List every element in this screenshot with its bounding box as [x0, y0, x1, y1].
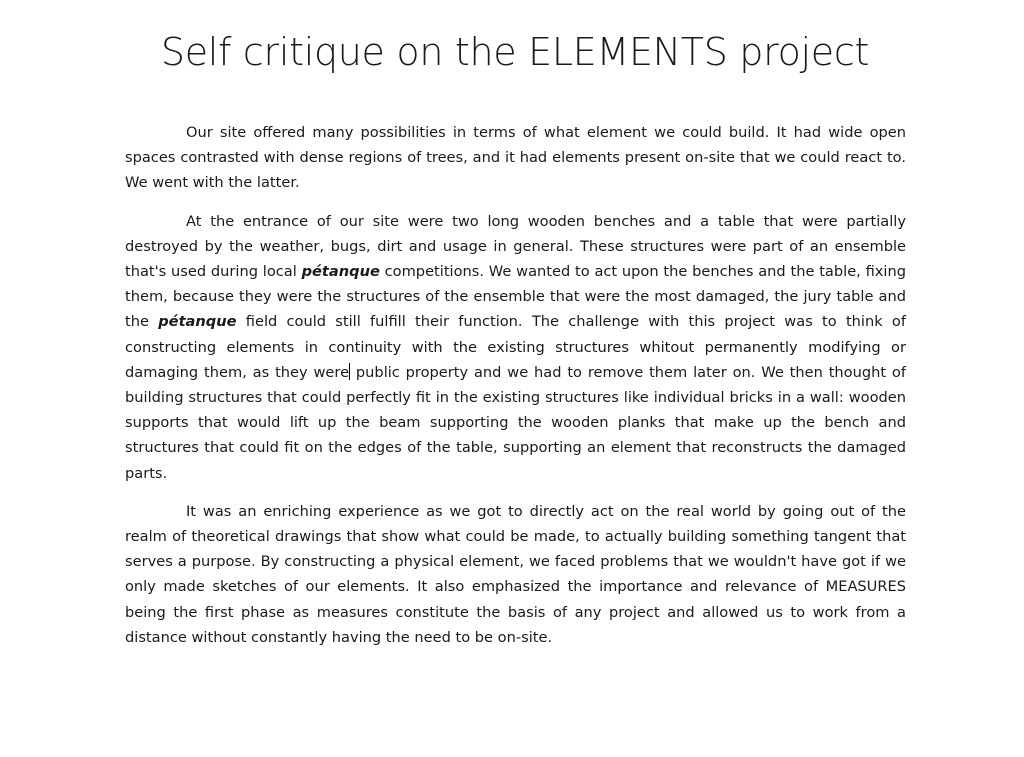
- paragraph-2[interactable]: [125, 209, 906, 486]
- paragraph-2-text-part-1: At the entrance of our site were two long wooden benches and a table that were partially destroyed by the weather, bugs, dirt and usage in general. These structures were part of an ensemble that's used during local: [125, 212, 906, 281]
- document-title: Self critique on the ELEMENTS project: [160, 30, 870, 74]
- paragraph-2-text-part-4: public property and we had to remove them later on. We then thought of building structures that could perfectly fit in the existing structures like individual bricks in a wall: wooden supports that would lift up the beam supporting the wooden planks that make up the bench and structures that could fit on the edges of the table, supporting an element that reconstructs the damaged parts.: [125, 363, 907, 482]
- paragraph-2-italic-petanque-1: pétanque: [301, 263, 380, 281]
- document-body[interactable]: [125, 120, 906, 663]
- paragraph-1[interactable]: Our site offered many possibilities in terms of what element we could build. It had wide open spaces contrasted with dense regions of trees, and it had elements present on-site that we could react to. We went with the latter.: [125, 124, 906, 192]
- paragraph-2-italic-petanque-2: pétanque: [158, 313, 237, 331]
- paragraph-3[interactable]: It was an enriching experience as we got to directly act on the real world by going out of the realm of theoretical drawings that show what could be made, to actually building something tangent that serves a purpose. By constructing a physical element, we faced problems that we wouldn't have got if we only made sketches of our elements. It also emphasized the importance and relevance of MEASURES being the first phase as measures constitute the basis of any project and allowed us to work from a distance without constantly having the need to be on-site.: [125, 502, 906, 646]
- paragraph-2-text-part-3: field could still fulfill their function. The challenge with this project was to think of constructing elements in continuity with the existing structures whitout permanently modifying or damaging them, as they were: [125, 313, 906, 381]
- paragraph-2-text-part-2: competitions. We wanted to act upon the benches and the table, fixing them, because they were the structures of the ensemble that were the most damaged, the jury table and the: [125, 263, 906, 331]
